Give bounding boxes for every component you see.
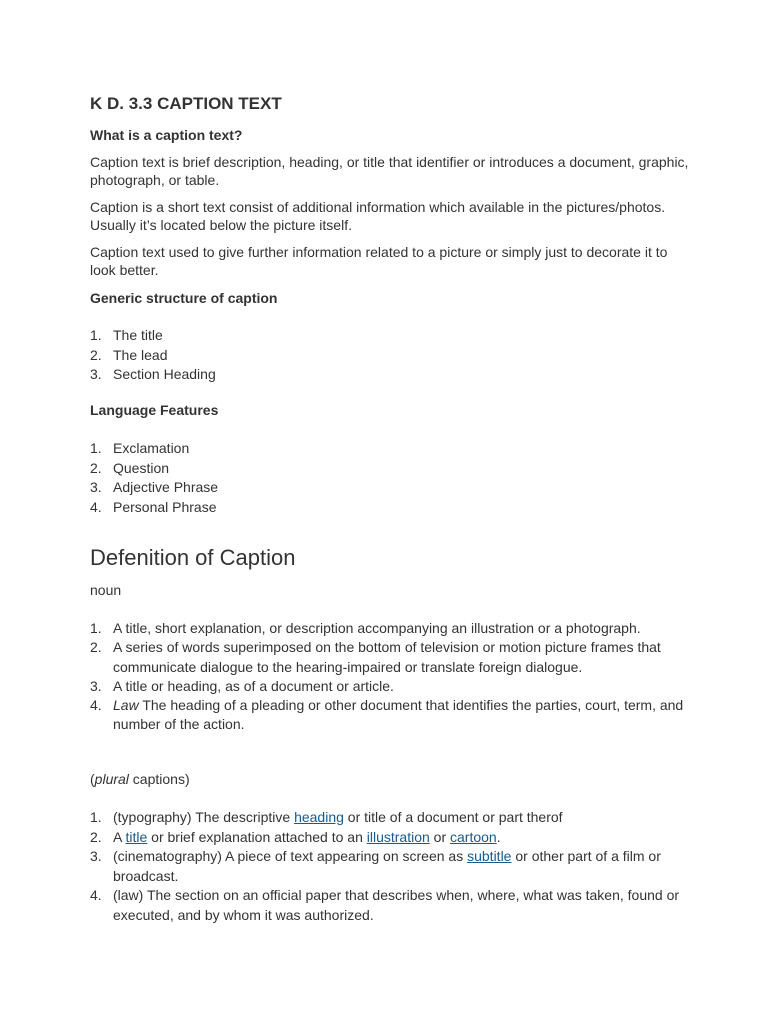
definition-heading-block: [90, 545, 690, 571]
domain-label: Law: [113, 697, 139, 714]
list-number: 4.: [90, 498, 102, 515]
plural-definitions: [90, 808, 680, 925]
list-item-text: Exclamation: [113, 440, 190, 456]
plural-text: captions): [128, 771, 190, 787]
list-number: 4.: [90, 887, 102, 903]
part-of-speech: noun: [90, 582, 122, 598]
list-item: [90, 886, 680, 925]
list-item: [90, 459, 690, 479]
definition-text: or other part of a film or broadcast.: [113, 848, 661, 884]
definition-text: or brief explanation attached to an: [147, 828, 367, 845]
structure-heading-block: [90, 289, 690, 307]
plural-open: (: [90, 771, 95, 787]
list-item-text: Personal Phrase: [113, 498, 217, 515]
list-item-text: The lead: [113, 346, 168, 363]
plural-note: [90, 770, 690, 788]
list-item: [90, 828, 680, 848]
list-item-text: Section Heading: [113, 366, 216, 383]
what-heading: What is a caption text?: [90, 127, 243, 143]
definition-text: (law) The section on an official paper that describes when, where, what was taken, found or executed, and by whom it was authorized.: [113, 887, 680, 923]
paragraph-2: [90, 198, 690, 234]
list-number: 3.: [90, 479, 102, 495]
definition-text: A: [113, 828, 126, 845]
list-item: [90, 346, 690, 366]
list-number: 3.: [90, 848, 102, 864]
list-item: [90, 365, 690, 385]
list-item: [90, 808, 680, 828]
list-item: [90, 638, 685, 677]
list-item: [90, 619, 685, 638]
list-item: [90, 677, 685, 696]
list-item: [90, 439, 690, 459]
list-number: 1.: [90, 440, 102, 456]
subtitle-link[interactable]: subtitle: [467, 848, 512, 864]
list-number: 1.: [90, 809, 102, 825]
list-item: [90, 847, 680, 886]
paragraph-text: Caption text used to give further information related to a picture or simply just to decorate it to look better.: [90, 244, 668, 278]
intro-section: [90, 126, 690, 144]
paragraph-1: [90, 153, 690, 189]
list-number: 2.: [90, 639, 102, 656]
title-link[interactable]: title: [125, 828, 148, 845]
part-of-speech-block: [90, 581, 690, 599]
paragraph-text: Caption text is brief description, heading, or title that identifier or introduces a document, graphic, photograph, or table.: [90, 154, 689, 188]
paragraph-3: [90, 243, 690, 279]
definition-text: (cinematography) A piece of text appearing on screen as: [113, 848, 468, 864]
list-item: [90, 326, 690, 346]
list-number: 3.: [90, 677, 102, 694]
structure-heading: Generic structure of caption: [90, 290, 278, 306]
list-number: 3.: [90, 366, 102, 383]
definition-text: A title, short explanation, or description accompanying an illustration or a photograph.: [113, 620, 641, 636]
definition-text: .: [496, 828, 501, 845]
list-item: [90, 498, 690, 518]
cartoon-link[interactable]: cartoon: [450, 828, 497, 845]
page-title: K D. 3.3 CAPTION TEXT: [90, 94, 282, 113]
structure-list: [90, 326, 690, 385]
list-number: 4.: [90, 697, 102, 714]
features-heading: Language Features: [90, 402, 219, 418]
features-heading-block: [90, 401, 690, 419]
definition-text: or title of a document or part therof: [343, 809, 563, 825]
paragraph-text: Caption is a short text consist of additional information which available in the pictures/photos. Usually it’s located below the picture itself.: [90, 199, 666, 233]
noun-definitions: [90, 619, 685, 735]
definition-heading: Defenition of Caption: [90, 545, 296, 570]
list-number: 1.: [90, 620, 102, 636]
definition-text: or: [429, 828, 451, 845]
definition-text: (typography) The descriptive: [113, 809, 295, 825]
list-item-text: Adjective Phrase: [113, 479, 219, 495]
definition-text: A series of words superimposed on the bottom of television or motion picture frames that communicate dialogue to the hearing-impaired or translate foreign dialogue.: [113, 639, 661, 675]
illustration-link[interactable]: illustration: [366, 828, 430, 845]
heading-link[interactable]: heading: [294, 809, 344, 825]
list-number: 2.: [90, 346, 102, 363]
definition-text: A title or heading, as of a document or article.: [113, 677, 394, 694]
definition-text: The heading of a pleading or other document that identifies the parties, court, term, and number of the action.: [113, 697, 684, 733]
list-number: 2.: [90, 828, 102, 845]
list-number: 1.: [90, 327, 102, 343]
list-item: [90, 696, 685, 735]
list-number: 2.: [90, 459, 102, 476]
list-item-text: Question: [113, 459, 170, 476]
list-item: [90, 478, 690, 498]
features-list: [90, 439, 690, 517]
list-item-text: The title: [113, 327, 163, 343]
plural-label: plural: [94, 771, 129, 787]
